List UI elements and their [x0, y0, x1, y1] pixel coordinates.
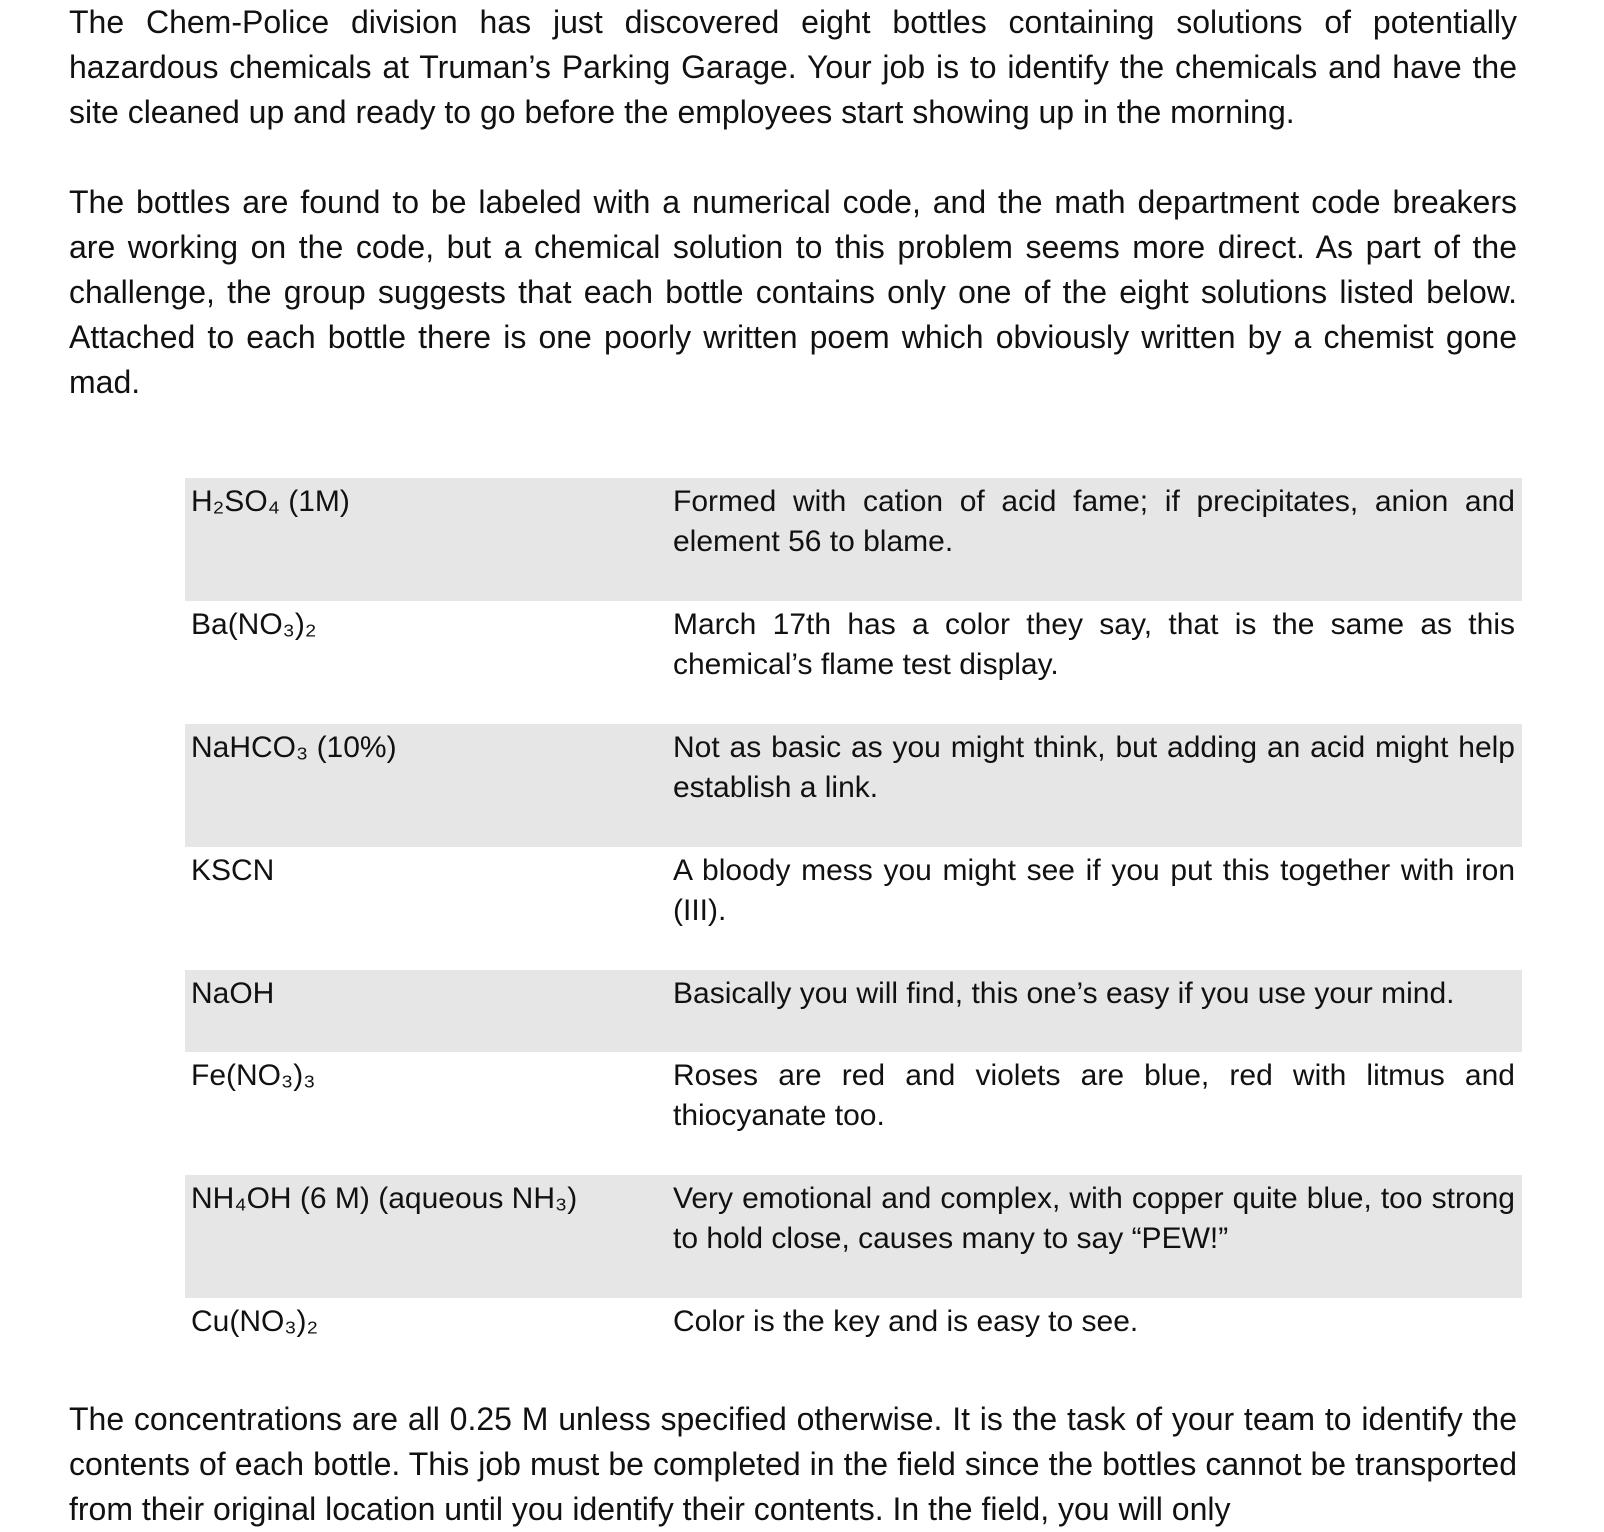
poem-cell: March 17th has a color they say, that is the same as this chemical’s flame test display.	[673, 608, 1515, 681]
table-row	[185, 1052, 1522, 1175]
table-row	[185, 970, 1522, 1052]
poem-cell: Basically you will find, this one’s easy if you use your mind.	[673, 977, 1455, 1010]
poem-cell: Formed with cation of acid fame; if precipitates, anion and element 56 to blame.	[673, 485, 1515, 558]
chemical-cell: NH₄OH (6 M) (aqueous NH₃)	[191, 1182, 578, 1215]
chemical-cell: NaHCO₃ (10%)	[191, 731, 397, 764]
table-row	[185, 847, 1522, 970]
chemical-cell: KSCN	[191, 854, 275, 887]
chemical-cell: H₂SO₄ (1M)	[191, 485, 350, 518]
poem-cell: Roses are red and violets are blue, red with litmus and thiocyanate too.	[673, 1059, 1515, 1132]
chemical-cell: NaOH	[191, 977, 275, 1010]
table-row	[185, 478, 1522, 601]
poem-cell: Very emotional and complex, with copper quite blue, too strong to hold close, causes many to say “PEW!”	[673, 1182, 1515, 1255]
table-row	[185, 1175, 1522, 1298]
poem-cell: Not as basic as you might think, but adding an acid might help establish a link.	[673, 731, 1515, 804]
table-row	[185, 1298, 1522, 1380]
chemical-cell: Ba(NO₃)₂	[191, 608, 317, 641]
table-row	[185, 724, 1522, 847]
poem-cell: A bloody mess you might see if you put this together with iron (III).	[673, 854, 1515, 927]
chemical-cell: Fe(NO₃)₃	[191, 1059, 316, 1092]
intro-paragraph: The Chem-Police division has just discovered eight bottles containing solutions of potentially hazardous chemicals at Truman’s Parking Garage. Your job is to identify the chemicals and have the site cleaned up and ready to go before the employees start showing up in the morning.	[69, 4, 1517, 130]
chemical-poem-table	[185, 485, 1522, 1397]
challenge-paragraph: The bottles are found to be labeled with a numerical code, and the math department code breakers are working on the code, but a chemical solution to this problem seems more direct. As part of the challenge, the group suggests that each bottle contains only one of the eight solutions listed below. Attached to each bottle there is one poorly written poem which obviously written by a chemist gone mad.	[69, 184, 1517, 400]
table-row	[185, 601, 1522, 724]
poem-cell: Color is the key and is easy to see.	[673, 1305, 1139, 1338]
chemical-cell: Cu(NO₃)₂	[191, 1305, 319, 1338]
concentrations-paragraph: The concentrations are all 0.25 M unless specified otherwise. It is the task of your team to identify the contents of each bottle. This job must be completed in the field since the bottles cannot be transported from their original location until you identify their contents. In the field, you will only	[69, 1401, 1517, 1527]
